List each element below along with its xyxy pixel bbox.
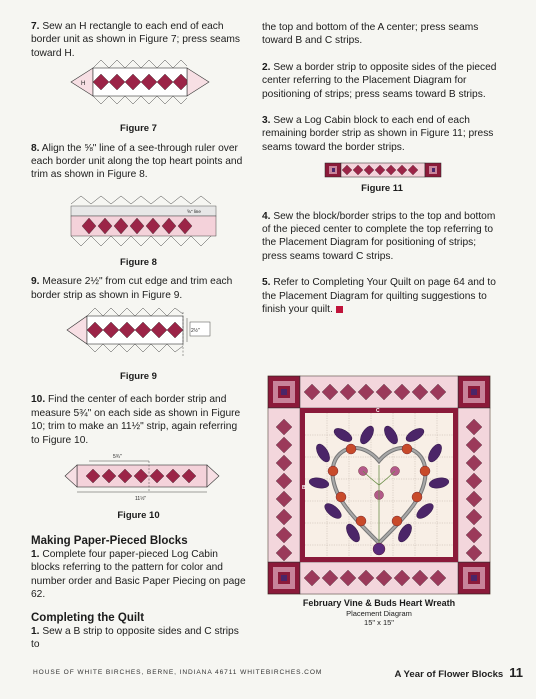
figure-9-measure-label: 2½": [191, 328, 200, 335]
end-mark-icon: [336, 306, 343, 313]
figure-8-ruler-label: ⅝" line: [187, 208, 201, 214]
figure-7-diagram: [31, 60, 246, 118]
figure-9-caption: Figure 9: [120, 371, 157, 383]
right-column: [262, 21, 502, 317]
publisher-info: HOUSE OF WHITE BIRCHES, BERNE, INDIANA 46711 WHITEBIRCHES.COM: [33, 669, 323, 676]
page-number: 11: [509, 665, 523, 680]
figure-10-diagram: [31, 451, 246, 509]
placement-diagram-title: February Vine & Buds Heart Wreath: [302, 598, 456, 608]
step-9: 9. Measure 2½" from cut edge and trim each border strip as shown in Figure 9.: [31, 276, 233, 301]
figure-7-h-label: H: [81, 81, 86, 88]
figure-11-caption: Figure 11: [361, 183, 403, 195]
figure-7-caption: Figure 7: [120, 123, 157, 135]
placement-diagram-subtitle: Placement Diagram: [346, 609, 412, 618]
figure-10-caption: Figure 10: [117, 510, 160, 522]
figure-8-diagram: [31, 190, 246, 256]
left-column: [31, 20, 246, 652]
page-footer: [33, 665, 523, 680]
figure-8-caption: Figure 8: [120, 256, 157, 268]
figure-11-diagram: [262, 160, 502, 180]
placement-diagram-quilt: [267, 375, 491, 595]
book-title: A Year of Flower Blocks: [394, 669, 504, 680]
figure-10-bottom-label: 11½": [135, 496, 147, 503]
strip-c-label: C: [376, 408, 380, 414]
step-7: 7. Sew an H rectangle to each end of each border unit as shown in Figure 7; press seams toward H.: [31, 21, 240, 59]
step-2: 2. Sew a border strip to opposite sides of the pieced center referring to the Placement Diagram for positioning of strips; press seams toward B strips.: [262, 61, 497, 100]
completing-step-1: 1. Sew a B strip to opposite sides and C strips to: [31, 625, 239, 651]
step-5: 5. Refer to Completing Your Quilt on page 64 and to the Placement Diagram for quilting suggestions to finish your quilt.: [262, 277, 496, 316]
section-heading-paper-pieced: Making Paper-Pieced Blocks: [31, 534, 188, 547]
footer-right: [394, 665, 523, 680]
paper-pieced-step-1: 1. Complete four paper-pieced Log Cabin blocks referring to the pattern for color and number order and Basic Paper Piecing on page 62.: [31, 548, 246, 601]
strip-b-label: B: [302, 485, 306, 491]
section-heading-completing: Completing the Quilt: [31, 611, 145, 624]
placement-diagram-size: 15" x 15": [364, 618, 394, 627]
step-1-continued: the top and bottom of the A center; press seams toward B and C strips.: [262, 22, 479, 47]
step-3: 3. Sew a Log Cabin block to each end of each remaining border strip as shown in Figure 11; press seams toward the border strips.: [262, 115, 494, 153]
figure-10-top-label: 5¾": [113, 454, 122, 461]
step-8: 8. Align the ⅝" line of a see-through ruler over each border unit along the top heart points and trim as shown in Figure 8.: [31, 142, 243, 181]
step-10: 10. Find the center of each border strip and measure 5¾" on each side as shown in Figure 10; trim to make an 11½" strip, again referring to Figure 10.: [31, 394, 241, 446]
figure-9-diagram: [31, 308, 246, 368]
step-4: 4. Sew the block/border strips to the top and bottom of the pieced center to complete the top referring to the Placement Diagram for positioning of strips; press seams toward C strips.: [262, 210, 496, 262]
